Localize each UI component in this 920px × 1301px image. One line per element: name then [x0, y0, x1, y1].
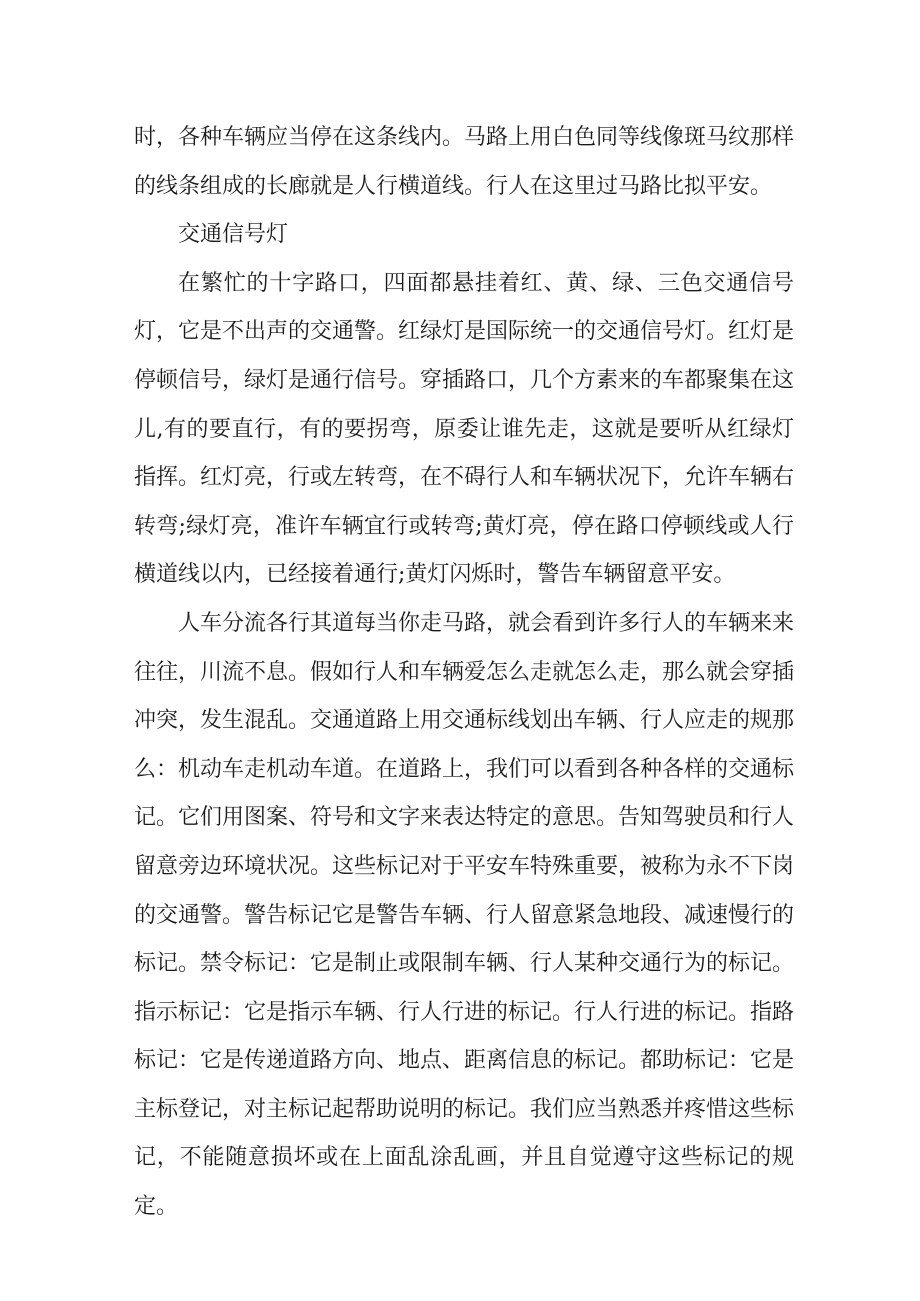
document-body — [134, 114, 794, 1232]
section-heading-traffic-lights: 交通信号灯 — [178, 222, 289, 248]
paragraph-traffic-signs: 人车分流各行其道每当你走马路，就会看到许多行人的车辆来来往往，川流不息。假如行人和车辆爱怎么走就怎么走，那么就会穿插冲突，发生混乱。交通道路上用交通标线划出车辆、行人应走的规那么：机动车走机动车道。在道路上，我们可以看到各种各样的交通标记。它们用图案、符号和文字来表达特定的意思。告知驾驶员和行人留意旁边环境状况。这些标记对于平安车特殊重要，被称为永不下岗的交通警。警告标记它是警告车辆、行人留意紧急地段、减速慢行的标记。禁令标记：它是制止或限制车辆、行人某种交通行为的标记。指示标记：它是指示车辆、行人行进的标记。行人行进的标记。指路标记：它是传递道路方向、地点、距离信息的标记。都助标记：它是主标登记，对主标记起帮助说明的标记。我们应当熟悉并疼惜这些标记，不能随意损坏或在上面乱涂乱画，并且自觉遵守这些标记的规定。 — [134, 610, 795, 1220]
paragraph-traffic-lights: 在繁忙的十字路口，四面都悬挂着红、黄、绿、三色交通信号灯，它是不出声的交通警。红绿灯是国际统一的交通信号灯。红灯是停顿信号，绿灯是通行信号。穿插路口，几个方素来的车都聚集在这儿,有的要直行，有的要拐弯，原委让谁先走，这就是要听从红绿灯指挥。红灯亮，行或左转弯，在不碍行人和车辆状况下，允许车辆右转弯;绿灯亮，准许车辆宜行或转弯;黄灯亮，停在路口停顿线或人行横道线以内，已经接着通行;黄灯闪烁时，警告车辆留意平安。 — [134, 270, 795, 588]
paragraph-continuation: 时，各种车辆应当停在这条线内。马路上用白色同等线像斑马纹那样的线条组成的长廊就是人行横道线。行人在这里过马路比拟平安。 — [134, 125, 795, 199]
